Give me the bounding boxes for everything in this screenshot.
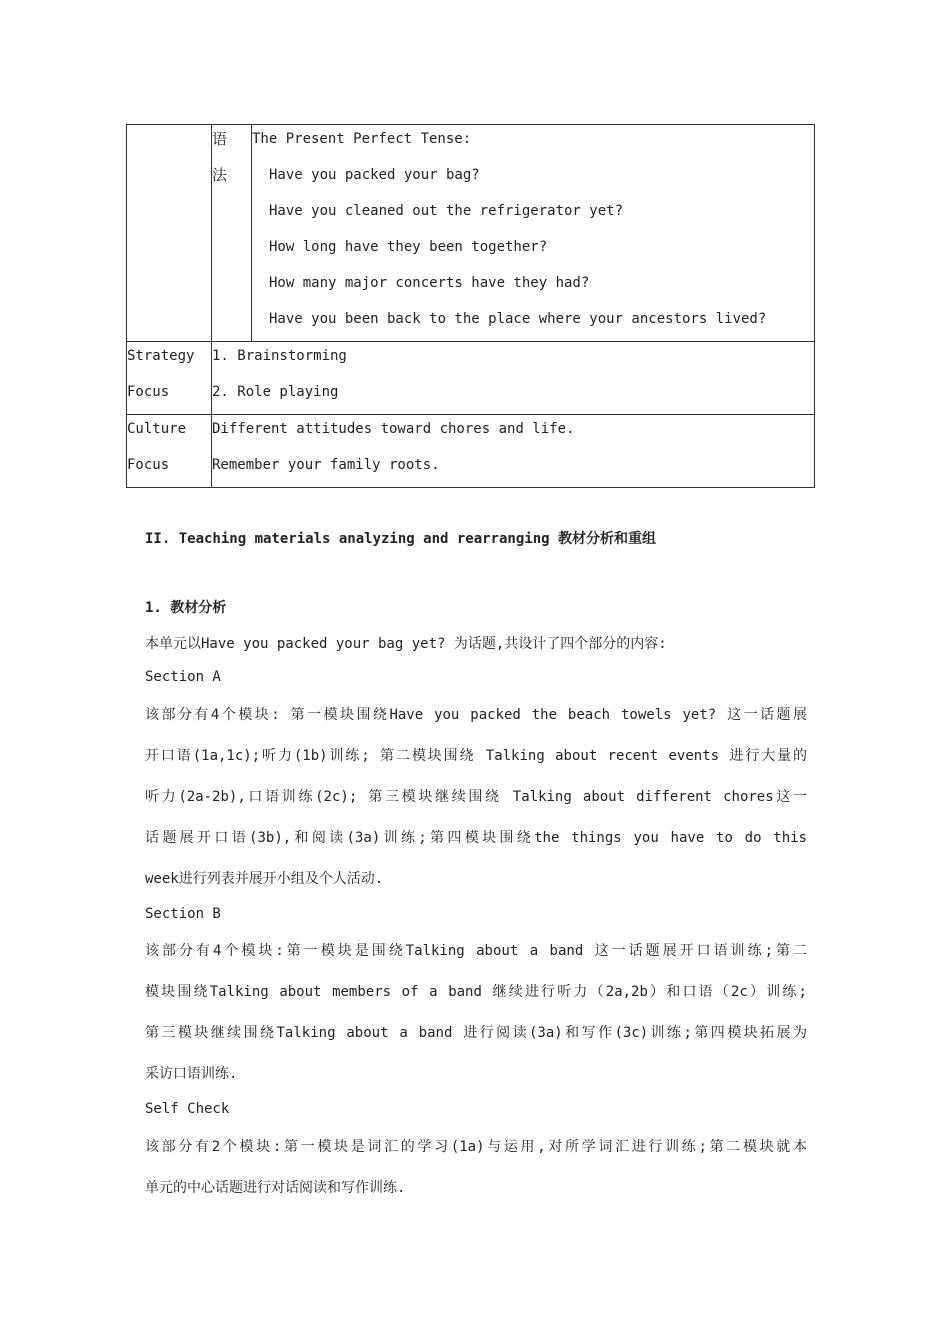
culture-label-cell [127,415,212,488]
paragraph-line: 听力(2a-2b),口语训练(2c); 第三模块继续围绕 Talking about different chores这一 [145,789,807,805]
section-a-title: Section A [145,669,221,685]
grammar-label-1: 语 [212,130,228,148]
paragraph-line: 该部分有4个模块:第一模块是围绕Talking about a band 这一话题展开口语训练;第二 [145,943,807,959]
culture-label-2: Focus [127,457,170,473]
grammar-example: Have you cleaned out the refrigerator yet? [269,203,624,219]
grammar-label-cell [212,125,252,342]
culture-item: Remember your family roots. [212,457,440,473]
self-check-title: Self Check [145,1101,230,1117]
strategy-item: 1. Brainstorming [212,348,347,364]
paragraph-line: 采访口语训练. [145,1066,238,1082]
paragraph-line: 开口语(1a,1c);听力(1b)训练; 第二模块围绕 Talking about recent events 进行大量的 [145,748,807,764]
paragraph-line: 模块围绕Talking about members of a band 继续进行听力（2a,2b）和口语（2c）训练; [145,984,807,1000]
intro-paragraph: 本单元以Have you packed your bag yet? 为话题,共设计了四个部分的内容: [145,636,667,652]
grammar-empty-cell [127,125,212,342]
paragraph-line: week进行列表并展开小组及个人活动. [145,871,384,887]
section-a-paragraph [145,705,807,901]
grammar-example: How many major concerts have they had? [269,275,590,291]
subsection-heading: 1. 教材分析 [145,600,227,616]
paragraph-line: 单元的中心话题进行对话阅读和写作训练. [145,1180,406,1196]
paragraph-line: 话题展开口语(3b),和阅读(3a)训练;第四模块围绕the things you have to do this [145,830,807,846]
grammar-row [127,125,815,342]
culture-row [127,415,815,488]
grammar-example: Have you packed your bag? [269,167,480,183]
grammar-title: The Present Perfect Tense: [252,131,472,147]
culture-label-1: Culture [127,421,187,437]
culture-content-cell [212,415,815,488]
culture-item: Different attitudes toward chores and life. [212,421,575,437]
strategy-label-1: Strategy [127,348,195,364]
grammar-label-2: 法 [212,166,228,184]
grammar-content-cell [252,125,815,342]
paragraph-line: 该部分有4个模块: 第一模块围绕Have you packed the beach towels yet? 这一话题展 [145,707,807,723]
section-b-title: Section B [145,906,221,922]
strategy-row [127,342,815,415]
grammar-example: Have you been back to the place where your ancestors lived? [269,311,767,327]
self-check-paragraph [145,1137,807,1210]
grammar-example: How long have they been together? [269,239,548,255]
strategy-content-cell [212,342,815,415]
teaching-goals-table [126,124,815,488]
section-heading: II. Teaching materials analyzing and rearranging 教材分析和重组 [145,531,657,547]
paragraph-line: 第三模块继续围绕Talking about a band 进行阅读(3a)和写作(3c)训练;第四模块拓展为 [145,1025,807,1041]
strategy-label-cell [127,342,212,415]
paragraph-line: 该部分有2个模块:第一模块是词汇的学习(1a)与运用,对所学词汇进行训练;第二模块就本 [145,1139,807,1155]
strategy-item: 2. Role playing [212,384,339,400]
strategy-label-2: Focus [127,384,170,400]
section-b-paragraph [145,941,807,1096]
